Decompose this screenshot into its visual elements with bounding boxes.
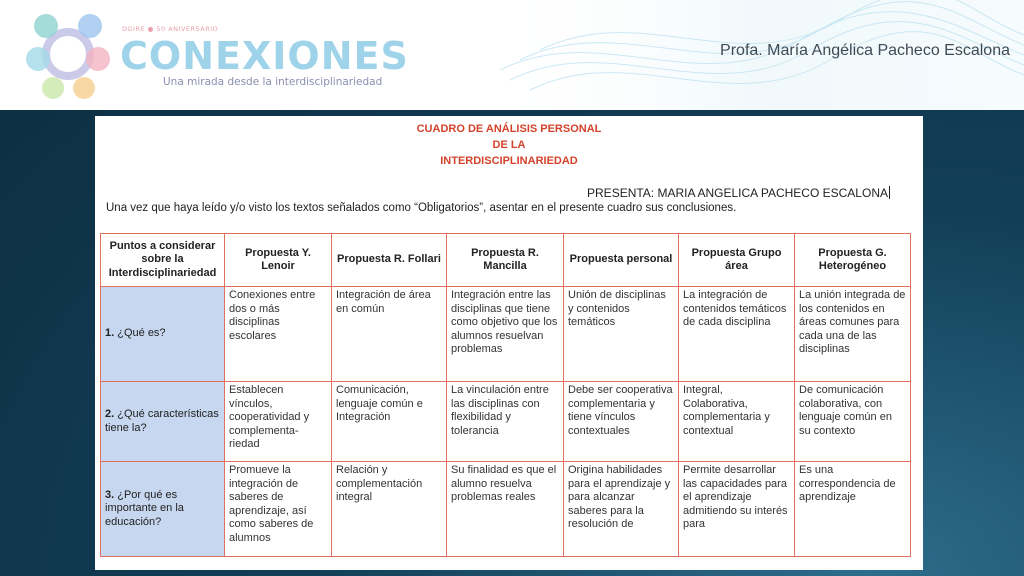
analysis-table: [100, 233, 911, 557]
doc-title-line-2: DE LA: [492, 139, 526, 151]
table-cell: Integración entre las disciplinas que tiene como objetivo que los alumnos resuelvan problemas: [447, 287, 564, 382]
row-header: [101, 287, 225, 382]
text-cursor: [889, 186, 890, 199]
table-cell: Es una correspondencia de aprendizaje: [795, 462, 911, 557]
corner-header: Puntos a considerar sobre la Interdisciplinariedad: [101, 234, 225, 287]
doc-title-line-3: INTERDISCIPLINARIEDAD: [440, 155, 578, 167]
table-cell: Integral, Colaborativa, complementaria y contextual: [679, 382, 795, 462]
column-header: Propuesta Y. Lenoir: [225, 234, 332, 287]
table-cell: Conexiones entre dos o más disciplinas escolares: [225, 287, 332, 382]
table-cell: La unión integrada de los contenidos en áreas comunes para cada una de las disciplinas: [795, 287, 911, 382]
row-number: 2.: [105, 408, 115, 420]
presenter-text: PRESENTA: MARIA ANGELICA PACHECO ESCALONA: [587, 186, 888, 200]
table-cell: Unión de disciplinas y contenidos temáticos: [564, 287, 679, 382]
row-label: ¿Por qué es importante en la educación?: [105, 488, 184, 528]
table-row: [101, 462, 911, 557]
conexiones-logo-icon: [18, 4, 118, 104]
column-header: Propuesta G. Heterogéneo: [795, 234, 911, 287]
table-row: [101, 382, 911, 462]
table-cell: Integración de área en común: [332, 287, 447, 382]
row-label: ¿Qué características tiene la?: [105, 408, 219, 434]
table-row: [101, 287, 911, 382]
logo-subtitle: Una mirada desde la interdisciplinariedad: [163, 76, 383, 88]
table-cell: Debe ser cooperativa complementaria y tiene vínculos contextuales: [564, 382, 679, 462]
column-header: Propuesta R. Mancilla: [447, 234, 564, 287]
table-cell: Origina habilidades para el aprendizaje y para alcanzar saberes para la resolución de: [564, 462, 679, 557]
doc-title-line-1: CUADRO DE ANÁLISIS PERSONAL: [416, 123, 602, 135]
row-number: 3.: [105, 488, 115, 501]
table-cell: Relación y complementación integral: [332, 462, 447, 557]
row-header: [101, 382, 225, 462]
row-label: ¿Qué es?: [117, 327, 166, 340]
table-cell: De comunicación colaborativa, con lenguaje común en su contexto: [795, 382, 911, 462]
table-cell: Su finalidad es que el alumno resuelva problemas reales: [447, 462, 564, 557]
column-header: Propuesta R. Follari: [332, 234, 447, 287]
row-header: [101, 462, 225, 557]
table-cell: Promueve la integración de saberes de aprendizaje, así como saberes de alumnos: [225, 462, 332, 557]
slide-header: [0, 0, 1024, 110]
table-cell: Establecen vínculos, cooperatividad y complementa-riedad: [225, 382, 332, 462]
presenter-line: [587, 186, 890, 200]
logo-anniversary: DGIRE ● 50 ANIVERSARIO: [122, 25, 219, 33]
author-name: Profa. María Angélica Pacheco Escalona: [720, 42, 1010, 59]
table-cell: Comunicación, lenguaje común e Integración: [332, 382, 447, 462]
table-cell: Permite desarrollar las capacidades para el aprendizaje admitiendo su interés para: [679, 462, 795, 557]
table-cell: La integración de contenidos temáticos de cada disciplina: [679, 287, 795, 382]
column-header: Propuesta personal: [564, 234, 679, 287]
logo-title: CONEXIONES: [120, 34, 409, 78]
document-page: [95, 116, 923, 570]
intro-text: Una vez que haya leído y/o visto los textos señalados como “Obligatorios”, asentar en el presente cuadro sus conclusiones.: [106, 202, 737, 214]
row-number: 1.: [105, 327, 115, 340]
table-header-row: [101, 234, 911, 287]
table-cell: La vinculación entre las disciplinas con flexibilidad y tolerancia: [447, 382, 564, 462]
column-header: Propuesta Grupo área: [679, 234, 795, 287]
